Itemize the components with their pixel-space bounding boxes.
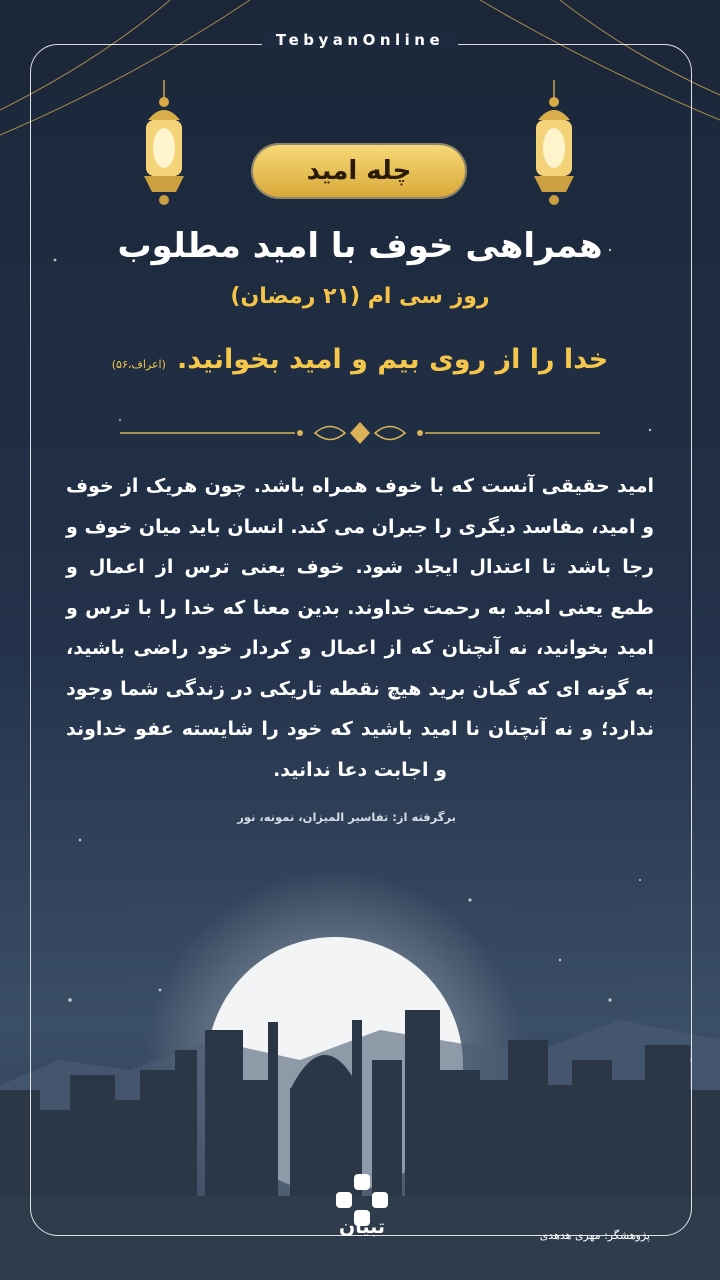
brand-header — [0, 30, 720, 49]
brand-name: TebyanOnline — [262, 31, 458, 49]
ornament-divider-icon — [120, 420, 600, 446]
quote-text: خدا را از روی بیم و امید بخوانید. — [176, 344, 609, 375]
day-subtitle: روز سی ام (۲۱ رمضان) — [230, 284, 490, 309]
quran-quote — [0, 344, 720, 375]
lantern-icon — [522, 80, 586, 210]
series-badge: چله امید — [253, 145, 465, 197]
researcher-credit: پژوهشگر: مهری هدهدی — [539, 1229, 650, 1242]
body-text: امید حقیقی آنست که با خوف همراه باشد. چون هریک از خوف و امید، مفاسد دیگری را جبران می کند. انسان باید میان خوف و رجا باشد تا اعتدال ایجاد شود. خوف یعنی ترس از اعمال و طمع یعنی امید به رحمت خداوند. بدین معنا که خدا را با ترس و امید بخوانید، نه آنچنان که از اعمال و کردار خود راضی باشید، به گونه ای که گمان برید هیچ نقطه تاریکی در زندگی شما وجود ندارد؛ و نه آنچنان نا امید باشید که خود را شایسته عفو خداوند و اجابت دعا ندانید. — [66, 475, 654, 781]
source-citation: برگرفته از: تفاسیر المیزان، نمونه، نور — [237, 810, 456, 824]
page-title: همراهی خوف با امید مطلوب — [117, 226, 603, 266]
quote-reference: (اعراف،۵۶) — [111, 358, 166, 371]
logo-text: تبیان — [339, 1216, 385, 1238]
lantern-icon — [132, 80, 196, 210]
